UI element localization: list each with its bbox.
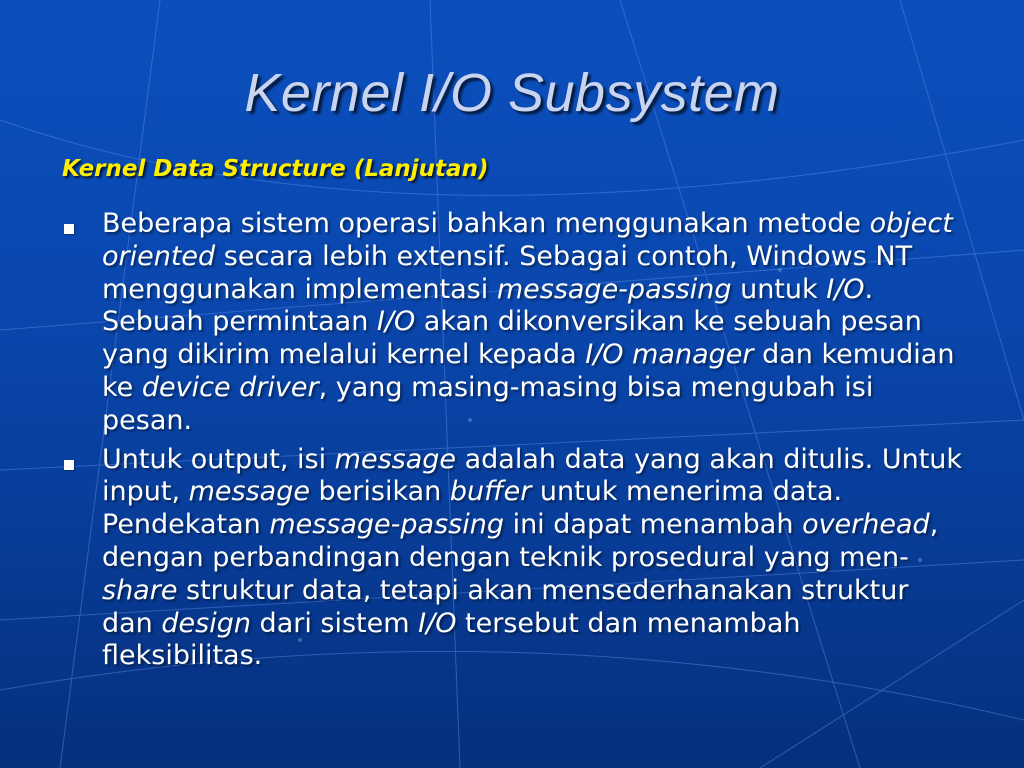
bullet-item bbox=[62, 444, 967, 674]
italic-text-run: message-passing bbox=[496, 273, 732, 305]
italic-text-run: I/O bbox=[376, 306, 416, 338]
italic-text-run: I/O manager bbox=[585, 339, 754, 371]
text-run: Beberapa sistem operasi bahkan menggunakan metode bbox=[102, 208, 870, 239]
italic-text-run: I/O bbox=[418, 607, 457, 639]
text-run: untuk bbox=[731, 273, 827, 305]
text-run: , yang masing-masing bisa mengubah isi pesan. bbox=[102, 371, 874, 436]
text-run: Untuk output, isi bbox=[102, 443, 335, 475]
text-run: , dengan perbandingan dengan teknik prosedural yang men- bbox=[102, 509, 939, 573]
italic-text-run: I/O bbox=[826, 273, 865, 305]
text-run: tersebut dan menambah fleksibilitas. bbox=[102, 607, 801, 672]
italic-text-run: share bbox=[102, 574, 178, 606]
italic-text-run: buffer bbox=[449, 476, 532, 508]
slide-title: Kernel I/O Subsystem bbox=[244, 63, 780, 123]
bullet-item bbox=[62, 208, 967, 438]
slide-subtitle: Kernel Data Structure (Lanjutan) bbox=[62, 156, 489, 182]
bullet-list bbox=[62, 208, 967, 679]
italic-text-run: message-passing bbox=[269, 509, 504, 541]
text-run: struktur data, tetapi akan mensederhanakan struktur dan bbox=[102, 574, 909, 639]
italic-text-run: overhead bbox=[802, 509, 930, 541]
text-run: berisikan bbox=[309, 476, 450, 508]
text-run: dan kemudian ke bbox=[102, 339, 955, 403]
italic-text-run: device driver bbox=[141, 371, 319, 403]
square-bullet-icon bbox=[64, 460, 74, 470]
italic-text-run: object oriented bbox=[102, 208, 953, 272]
text-run: . Sebuah permintaan bbox=[102, 273, 874, 338]
italic-text-run: message bbox=[188, 476, 310, 508]
text-run: akan dikonversikan ke sebuah pesan yang dikirim melalui kernel kepada bbox=[102, 306, 922, 371]
text-run: secara lebih extensif. Sebagai contoh, Windows NT menggunakan implementasi bbox=[102, 240, 913, 305]
italic-text-run: message bbox=[334, 443, 457, 475]
bullet-text bbox=[102, 208, 954, 436]
bullet-text bbox=[102, 444, 962, 672]
text-run: adalah data yang akan ditulis. Untuk input, bbox=[102, 443, 963, 508]
text-run: ini dapat menambah bbox=[503, 509, 803, 541]
italic-text-run: design bbox=[161, 607, 251, 639]
square-bullet-icon bbox=[64, 224, 74, 234]
text-run: dari sistem bbox=[250, 607, 419, 639]
text-run: untuk menerima data. Pendekatan bbox=[102, 476, 843, 541]
